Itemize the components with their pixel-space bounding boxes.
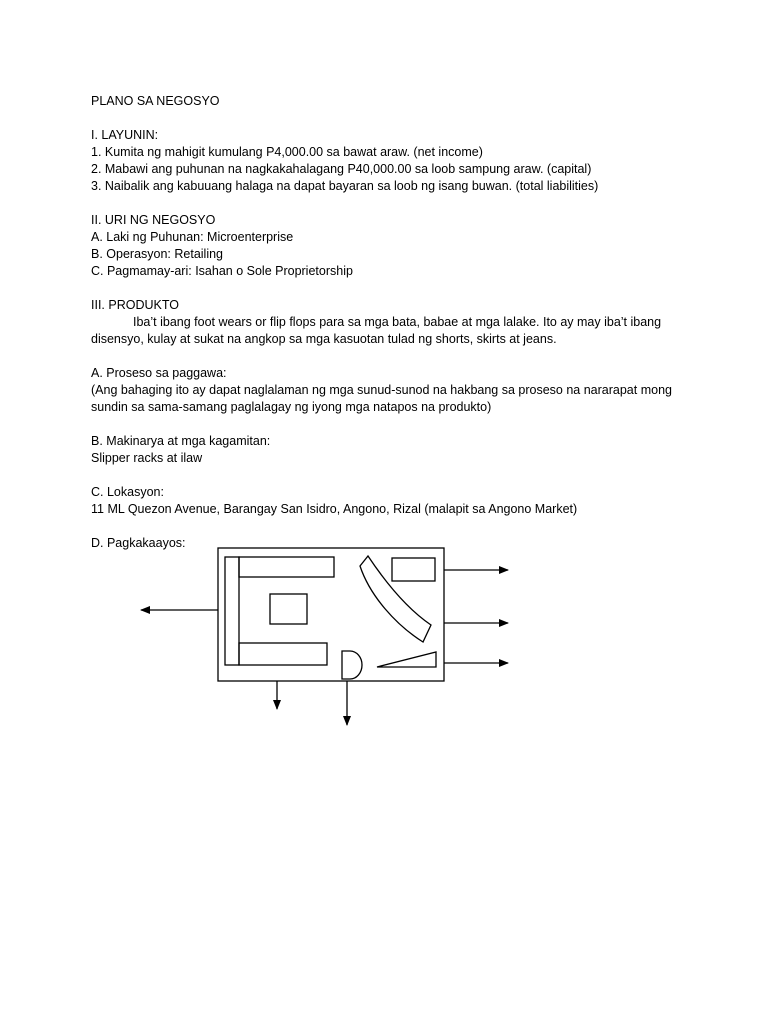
counter-box <box>392 558 435 581</box>
uri-item: C. Pagmamay-ari: Isahan o Sole Proprietorship <box>91 264 353 278</box>
fitting-door <box>342 651 362 679</box>
layunin-item: 2. Mabawi ang puhunan na nagkakahalagang P40,000.00 sa loob sampung araw. (capital) <box>91 162 592 176</box>
proseso-text: (Ang bahaging ito ay dapat naglalaman ng mga sunud-sunod na hakbang sa proseso na nararapat mong sundin sa sama-samang paglalagay ng iyong mga natapos na produkto) <box>91 383 672 414</box>
layunin-item: 3. Naibalik ang kabuuang halaga na dapat bayaran sa loob ng isang buwan. (total liabilities) <box>91 179 599 193</box>
lokasyon-heading: C. Lokasyon: <box>91 485 164 499</box>
lokasyon-text: 11 ML Quezon Avenue, Barangay San Isidro, Angono, Rizal (malapit sa Angono Market) <box>91 502 578 516</box>
produkto-text: Iba’t ibang foot wears or flip flops para sa mga bata, babae at mga lalake. Ito ay may iba’t ibang disensyo, kulay at sukat na angkop sa mga kasuotan tulad ng shorts, skirts at jeans. <box>91 315 662 346</box>
uri-item: A. Laki ng Puhunan: Microenterprise <box>91 230 294 244</box>
rack-top <box>239 557 334 577</box>
document-title: PLANO SA NEGOSYO <box>91 94 220 108</box>
makinarya-text: Slipper racks at ilaw <box>91 451 203 465</box>
curved-display <box>360 556 431 642</box>
section-produkto-heading: III. PRODUKTO <box>91 298 179 312</box>
pagkakaayos-heading: D. Pagkakaayos: <box>91 536 186 550</box>
section-layunin-heading: I. LAYUNIN: <box>91 128 159 142</box>
rack-left-vertical <box>225 557 239 665</box>
section-uri-heading: II. URI NG NEGOSYO <box>91 213 216 227</box>
uri-item: B. Operasyon: Retailing <box>91 247 224 261</box>
store-outline <box>218 548 444 681</box>
proseso-heading: A. Proseso sa paggawa: <box>91 366 227 380</box>
center-display <box>270 594 307 624</box>
triangular-display <box>377 652 436 667</box>
rack-bottom <box>239 643 327 665</box>
makinarya-heading: B. Makinarya at mga kagamitan: <box>91 434 271 448</box>
layunin-item: 1. Kumita ng mahigit kumulang P4,000.00 sa bawat araw. (net income) <box>91 145 483 159</box>
